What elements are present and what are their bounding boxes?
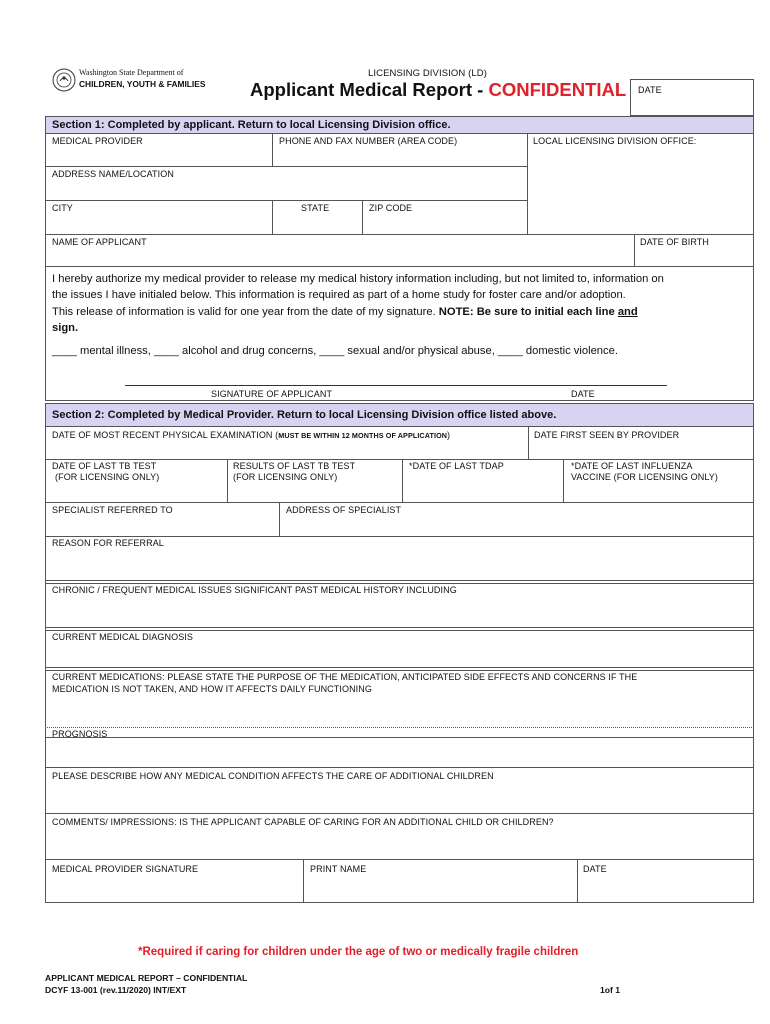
applicant-name-field[interactable] (46, 248, 633, 265)
page-title (250, 79, 626, 101)
provider-signature-label: MEDICAL PROVIDER SIGNATURE (52, 864, 199, 874)
first-seen-field[interactable] (529, 442, 753, 458)
local-office-field[interactable] (528, 147, 753, 233)
flu-label-1: *DATE OF LAST INFLUENZA (571, 461, 693, 471)
first-seen-label: DATE FIRST SEEN BY PROVIDER (534, 430, 680, 440)
org-line-2: CHILDREN, YOUTH & FAMILIES (79, 79, 206, 89)
section2-heading: Section 2: Completed by Medical Provider. Return to local Licensing Division office listed above. (45, 403, 754, 427)
header-date-label: DATE (638, 85, 662, 95)
phone-fax-label: PHONE AND FAX NUMBER (AREA CODE) (279, 136, 458, 146)
comments-field[interactable] (46, 829, 753, 858)
authorization-line-1: I hereby authorize my medical provider to release my medical history information including, but not limited to, information on (52, 273, 664, 285)
tb-results-label-2: (FOR LICENSING ONLY) (233, 472, 338, 482)
recent-exam-field[interactable] (46, 442, 527, 458)
note-and: and (617, 306, 638, 318)
specialist-field[interactable] (46, 517, 278, 535)
provider-date-label: DATE (583, 864, 607, 874)
state-field[interactable] (273, 214, 361, 233)
provider-signature-field[interactable] (46, 876, 302, 902)
address-label: ADDRESS NAME/LOCATION (52, 169, 174, 179)
authorization-line-2: the issues I have initialed below. This information is required as part of a home study for foster care and/or adoption. (52, 289, 626, 301)
tb-test-label-2: (FOR LICENSING ONLY) (55, 472, 160, 482)
tb-test-field[interactable] (46, 484, 226, 501)
city-field[interactable] (46, 214, 271, 233)
provider-date-field[interactable] (578, 876, 753, 902)
print-name-field[interactable] (304, 876, 576, 902)
specialist-label: SPECIALIST REFERRED TO (52, 505, 173, 515)
applicant-signature-line[interactable] (125, 385, 667, 386)
note-text: NOTE: Be sure to initial each line (438, 306, 618, 318)
tb-results-label-1: RESULTS OF LAST TB TEST (233, 461, 356, 471)
city-label: CITY (52, 203, 73, 213)
medical-provider-field[interactable] (46, 147, 271, 165)
page-title-confidential: CONFIDENTIAL (488, 79, 627, 100)
recent-exam-note: MUST BE WITHIN 12 MONTHS OF APPLICATION (278, 431, 448, 440)
footer-form-id: DCYF 13-001 (rev.11/2020) INT/EXT (45, 985, 187, 995)
dob-field[interactable] (635, 248, 753, 265)
chronic-field[interactable] (46, 597, 753, 626)
local-office-label: LOCAL LICENSING DIVISION OFFICE: (533, 136, 697, 146)
reason-label: REASON FOR REFERRAL (52, 538, 164, 548)
diagnosis-label: CURRENT MEDICAL DIAGNOSIS (52, 632, 194, 642)
authorization-line-3 (52, 304, 638, 320)
medications-label-1: CURRENT MEDICATIONS: PLEASE STATE THE PURPOSE OF THE MEDICATION, ANTICIPATED SIDE EFFECTS AND CONCERNS IF THE (52, 672, 638, 682)
tb-test-label-1: DATE OF LAST TB TEST (52, 461, 157, 471)
signature-date-label: DATE (571, 389, 595, 399)
applicant-name-label: NAME OF APPLICANT (52, 237, 147, 247)
prognosis-label: PROGNOSIS (52, 729, 108, 737)
agency-logo (52, 66, 206, 96)
flu-field[interactable] (564, 484, 753, 501)
footer-page-number: 1of 1 (600, 985, 621, 995)
dob-label: DATE OF BIRTH (640, 237, 709, 247)
flu-label-2: VACCINE (FOR LICENSING ONLY) (571, 472, 718, 482)
recent-exam-label (52, 430, 450, 441)
prognosis-field[interactable] (46, 739, 753, 766)
print-name-label: PRINT NAME (310, 864, 367, 874)
validity-text: This release of information is valid for one year from the date of my signature. (52, 306, 439, 318)
footer-form-title: APPLICANT MEDICAL REPORT – CONFIDENTIAL (45, 973, 248, 983)
comments-label: COMMENTS/ IMPRESSIONS: IS THE APPLICANT CAPABLE OF CARING FOR AN ADDITIONAL CHILD OR CHILDREN? (52, 817, 554, 827)
tb-results-field[interactable] (228, 484, 401, 501)
tdap-label: *DATE OF LAST TDAP (409, 461, 504, 471)
specialist-address-label: ADDRESS OF SPECIALIST (286, 505, 402, 515)
chronic-label: CHRONIC / FREQUENT MEDICAL ISSUES SIGNIFICANT PAST MEDICAL HISTORY INCLUDING (52, 585, 457, 595)
zip-field[interactable] (363, 214, 526, 233)
state-label: STATE (301, 203, 330, 213)
reason-field[interactable] (46, 550, 753, 579)
affects-care-label: PLEASE DESCRIBE HOW ANY MEDICAL CONDITION AFFECTS THE CARE OF ADDITIONAL CHILDREN (52, 771, 494, 781)
initials-line[interactable]: ____ mental illness, ____ alcohol and drug concerns, ____ sexual and/or physical abuse, ____ domestic violence. (52, 345, 618, 357)
note-sign: sign. (52, 322, 79, 334)
medications-field[interactable] (46, 697, 753, 726)
signature-label: SIGNATURE OF APPLICANT (211, 389, 333, 399)
division-label: LICENSING DIVISION (LD) (368, 68, 487, 79)
zip-label: ZIP CODE (369, 203, 413, 213)
medical-provider-label: MEDICAL PROVIDER (52, 136, 143, 146)
recent-exam-text: DATE OF MOST RECENT PHYSICAL EXAMINATION ( (52, 430, 279, 440)
agency-seal-icon (52, 68, 76, 92)
org-line-1: Washington State Department of (79, 68, 184, 77)
phone-fax-field[interactable] (273, 147, 526, 165)
medications-label-2: MEDICATION IS NOT TAKEN, AND HOW IT AFFECTS DAILY FUNCTIONING (52, 684, 372, 694)
diagnosis-field[interactable] (46, 644, 753, 666)
affects-care-field[interactable] (46, 783, 753, 812)
tdap-field[interactable] (403, 473, 562, 501)
recent-exam-close: ) (447, 430, 451, 440)
page-title-main: Applicant Medical Report - (250, 79, 489, 100)
address-field[interactable] (46, 180, 526, 199)
section1-heading: Section 1: Completed by applicant. Return to local Licensing Division office. (45, 116, 754, 134)
specialist-address-field[interactable] (280, 517, 753, 535)
required-note: *Required if caring for children under the age of two or medically fragile children (138, 946, 579, 958)
